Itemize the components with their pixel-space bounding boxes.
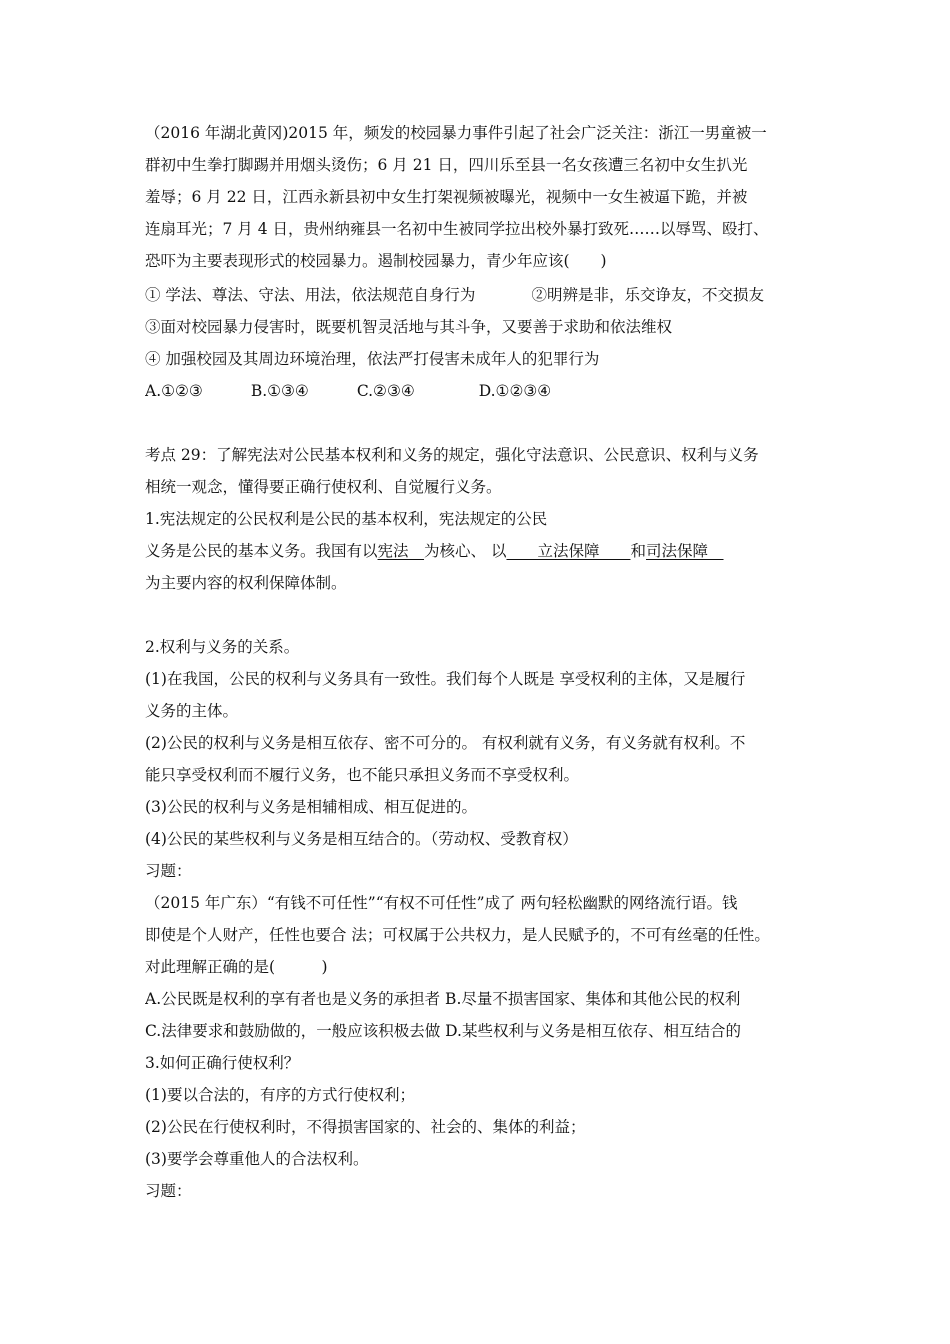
q2016-option-c: C.②③④ bbox=[356, 382, 415, 400]
kaodian-29-line-2: 相统一观念，懂得要正确行使权利、自觉履行义务。 bbox=[145, 478, 502, 496]
kaodian-29-line-1: 考点 29：了解宪法对公民基本权利和义务的规定，强化守法意识、公民意识、权利与义务 bbox=[145, 446, 759, 464]
blank-judicial-guarantee: 司法保障 bbox=[646, 542, 724, 560]
section-1-text-pre: 义务是公民的基本义务。我国有以 bbox=[145, 542, 378, 560]
q2015-stem-line-2: 即使是个人财产，任性也要合 法；可权属于公共权力，是人民赋予的，不可有丝毫的任性。 bbox=[145, 926, 770, 944]
q2016-option-d: D.①②③④ bbox=[478, 382, 552, 400]
section-2-point-4: (4)公民的某些权利与义务是相互结合的。（劳动权、受教育权） bbox=[145, 830, 578, 848]
q2015-stem-line-1: （2015 年广东）“有钱不可任性”“有权不可任性”成了 两句轻松幽默的网络流行语。钱 bbox=[145, 894, 738, 912]
blank-legislative-guarantee: 立法保障 bbox=[506, 542, 631, 560]
q2016-item-2: ②明辨是非，乐交诤友，不交损友 bbox=[531, 286, 764, 304]
section-3-point-3: (3)要学会尊重他人的合法权利。 bbox=[145, 1150, 369, 1168]
section-2-exercise-label: 习题： bbox=[145, 862, 192, 880]
q2016-items-row-1 bbox=[145, 285, 835, 305]
section-3-point-1: (1)要以合法的，有序的方式行使权利； bbox=[145, 1086, 415, 1104]
section-2-point-1a: (1)在我国，公民的权利与义务具有一致性。我们每个人既是 享受权利的主体，又是履行 bbox=[145, 670, 746, 688]
section-1-line-3: 为主要内容的权利保障体制。 bbox=[145, 574, 347, 592]
section-2-title: 2.权利与义务的关系。 bbox=[145, 638, 300, 656]
section-1-line-1: 1.宪法规定的公民权利是公民的基本权利，宪法规定的公民 bbox=[145, 510, 548, 528]
q2015-stem-line-3: 对此理解正确的是( ) bbox=[145, 958, 328, 976]
q2016-stem-line-5: 恐吓为主要表现形式的校园暴力。遏制校园暴力，青少年应该( ) bbox=[145, 252, 607, 270]
section-3-exercise-label: 习题： bbox=[145, 1182, 192, 1200]
section-2-point-2b: 能只享受权利而不履行义务，也不能只承担义务而不享受权利。 bbox=[145, 766, 580, 784]
q2016-options bbox=[145, 381, 835, 401]
section-1-text-mid1: 为核心、 以 bbox=[424, 542, 507, 560]
q2016-item-4: ④ 加强校园及其周边环境治理，依法严打侵害未成年人的犯罪行为 bbox=[145, 350, 600, 368]
q2016-stem-line-1: （2016 年湖北黄冈)2015 年，频发的校园暴力事件引起了社会广泛关注：浙江一男童被一 bbox=[145, 124, 767, 142]
q2016-stem-line-3: 羞辱；6 月 22 日，江西永新县初中女生打架视频被曝光，视频中一女生被逼下跪，并被 bbox=[145, 188, 748, 206]
section-1-text-mid2: 和 bbox=[630, 542, 646, 560]
q2015-options-ab: A.公民既是权利的享有者也是义务的承担者 B.尽量不损害国家、集体和其他公民的权利 bbox=[145, 990, 741, 1008]
section-2-point-1b: 义务的主体。 bbox=[145, 702, 239, 720]
q2016-stem-line-4: 连扇耳光；7 月 4 日，贵州纳雍县一名初中生被同学拉出校外暴打致死……以辱骂、殴打、 bbox=[145, 220, 769, 238]
q2016-item-3: ③面对校园暴力侵害时，既要机智灵活地与其斗争，又要善于求助和依法维权 bbox=[145, 318, 673, 336]
section-3-title: 3.如何正确行使权利？ bbox=[145, 1054, 300, 1072]
section-1-line-2 bbox=[145, 541, 835, 561]
section-3-point-2: (2)公民在行使权利时，不得损害国家的、社会的、集体的利益； bbox=[145, 1118, 586, 1136]
q2016-option-b: B.①③④ bbox=[250, 382, 309, 400]
section-2-point-3: (3)公民的权利与义务是相辅相成、相互促进的。 bbox=[145, 798, 477, 816]
section-2-point-2a: (2)公民的权利与义务是相互依存、密不可分的。 有权利就有义务，有义务就有权利。不 bbox=[145, 734, 746, 752]
q2016-option-a: A.①②③ bbox=[145, 382, 203, 400]
blank-constitution: 宪法 bbox=[377, 542, 425, 560]
q2016-stem-line-2: 群初中生拳打脚踢并用烟头烫伤；6 月 21 日，四川乐至县一名女孩遭三名初中女生扒光 bbox=[145, 156, 748, 174]
q2015-options-cd: C.法律要求和鼓励做的，一般应该积极去做 D.某些权利与义务是相互依存、相互结合的 bbox=[145, 1022, 741, 1040]
q2016-item-1: ① 学法、尊法、守法、用法，依法规范自身行为 bbox=[145, 286, 476, 304]
